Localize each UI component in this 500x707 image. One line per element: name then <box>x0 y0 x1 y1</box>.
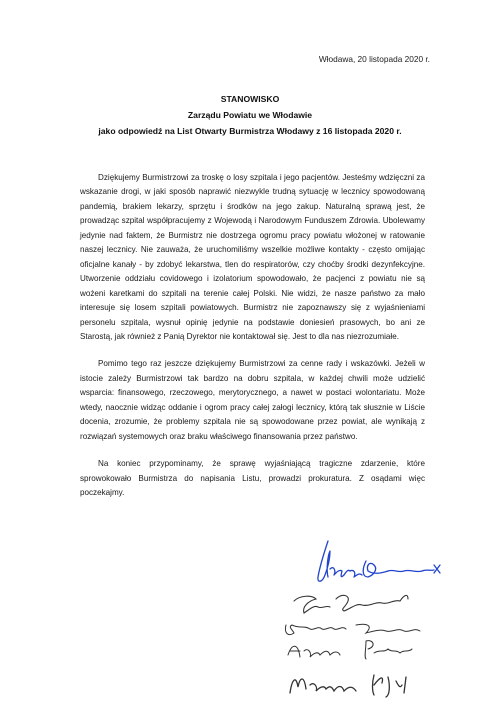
paragraph-3: Na koniec przypominamy, że sprawę wyjaśniającą tragiczne zdarzenie, które sprowokowało Burmistrza do napisania Listu, prowadzi prokuratura. Z osądami więc poczekajmy. <box>80 459 425 498</box>
signature-1 <box>318 541 440 581</box>
document-body <box>80 171 425 501</box>
signatures-area <box>270 525 450 700</box>
signature-4 <box>288 641 412 659</box>
date-line: Włodawa, 20 listopada 2020 r. <box>318 54 430 64</box>
signature-5 <box>290 675 406 697</box>
document-subtitle-2: jako odpowiedź na List Otwarty Burmistrza Włodawy z 16 listopada 2020 r. <box>98 126 402 136</box>
signature-3 <box>285 624 420 634</box>
paragraph-1: Dziękujemy Burmistrzowi za troskę o losy szpitala i jego pacjentów. Jesteśmy wdzięczni za wskazanie drogi, w jaki sposób naprawić niezwykle trudną sytuację w lecznicy spowodowaną pandemią, brakiem lekarzy, sprzętu i środków na jego zakup. Naturalną sprawą jest, że prowadząc szpital współpracujemy z Wojewodą i Narodowym Funduszem Zdrowia. Ubolewamy jedynie nad faktem, że Burmistrz nie dostrzega ogromu pracy powiatu włożonej w ratowanie naszej lecznicy. Nie zauważa, że uruchomiliśmy wszelkie możliwe kontakty - często omijając oficjalne kanały - by zdobyć lekarstwa, tlen do respiratorów, czy choćby środki dezynfekcyjne. Utworzenie oddziału covidowego i izolatorium spowodowało, że pacjenci z powiatu nie są wożeni karetkami do szpitali na terenie całej Polski. Nie widzi, że nasze państwo za mało interesuje się losem szpitali powiatowych. Burmistrz nie zapoznawszy się z wyjaśnieniami personelu szpitala, wysnuł opinię jedynie na podstawie doniesień prasowych, bo ani ze Starostą, jak również z Panią Dyrektor nie kontaktował się. Jest to dla nas niezrozumiałe. <box>80 173 425 341</box>
handwritten-signatures <box>270 525 450 700</box>
document-title: STANOWISKO <box>220 94 280 104</box>
paragraph-2: Pomimo tego raz jeszcze dziękujemy Burmistrzowi za cenne rady i wskazówki. Jeżeli w istocie zależy Burmistrzowi tak bardzo na dobru szpitala, w każdej chwili może udzielić wsparcia: finansowego, rzeczowego, merytorycznego, a nawet w postaci wolontariatu. Może wtedy, naocznie widząc oddanie i ogrom pracy całej załogi lecznicy, którą tak słusznie w Liście docenia, zrozumie, że problemy szpitala nie są spowodowane przez powiat, ale wynikają z rozwiązań systemowych oraz braku właściwego finansowania przez państwo. <box>80 359 425 441</box>
document-subtitle: Zarządu Powiatu we Włodawie <box>187 110 313 120</box>
document-heading <box>60 91 440 139</box>
signature-2 <box>294 595 408 613</box>
